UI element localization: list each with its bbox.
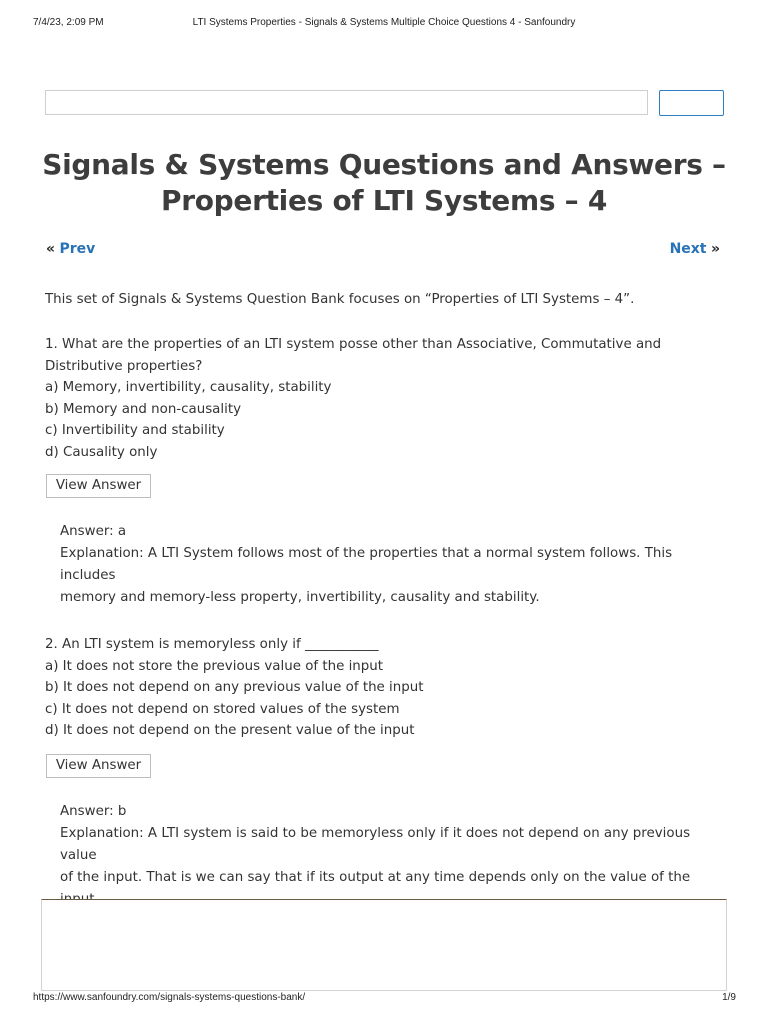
view-answer-button[interactable]: View Answer (46, 474, 151, 498)
next-link-label[interactable]: Next (669, 241, 707, 257)
explanation-text: Explanation: A LTI System follows most of the properties that a normal system follows. This includes (60, 546, 673, 583)
question-text: 2. An LTI system is memoryless only if ___________ (45, 637, 379, 652)
question-text: 1. What are the properties of an LTI system posse other than Associative, Commutative and (45, 337, 662, 352)
question-1 (45, 334, 725, 463)
intro-text: This set of Signals & Systems Question Bank focuses on “Properties of LTI Systems – 4”. (45, 292, 635, 307)
answer-block (60, 521, 725, 609)
print-header (0, 17, 768, 31)
prev-arrow-icon: « (46, 241, 56, 257)
option-c: c) Invertibility and stability (45, 423, 225, 438)
explanation-text: of the input. That is we can say that if its output at any time depends only on the value of the (60, 870, 691, 885)
explanation-text: memory and memory-less property, invertibility, causality and stability. (60, 590, 540, 605)
print-page-number: 1/9 (722, 992, 736, 1003)
search-button[interactable] (659, 90, 724, 116)
question-text: Distributive properties? (45, 358, 203, 374)
option-d: d) It does not depend on the present value of the input (45, 723, 415, 738)
print-footer (0, 992, 768, 1006)
option-d: d) Causality only (45, 444, 158, 460)
page-title (40, 147, 728, 219)
option-b: b) Memory and non-causality (45, 401, 241, 417)
answer-text: Answer: a (60, 524, 127, 539)
option-a: a) Memory, invertibility, causality, stability (45, 380, 332, 395)
prev-link-label[interactable]: Prev (59, 241, 96, 257)
answer-text: Answer: b (60, 804, 127, 819)
print-page-title: LTI Systems Properties - Signals & Systems Multiple Choice Questions 4 - Sanfoundry (192, 17, 576, 28)
search-input[interactable] (45, 90, 648, 115)
page-title-line2: Properties of LTI Systems – 4 (160, 184, 607, 217)
option-a: a) It does not store the previous value of the input (45, 658, 384, 674)
view-answer-button[interactable]: View Answer (46, 754, 151, 778)
next-arrow-icon: » (710, 241, 720, 257)
print-datetime: 7/4/23, 2:09 PM (33, 17, 104, 28)
page-title-line1: Signals & Systems Questions and Answers – (42, 148, 726, 181)
option-b: b) It does not depend on any previous value of the input (45, 680, 424, 695)
next-link[interactable] (670, 241, 720, 257)
print-url: https://www.sanfoundry.com/signals-systems-questions-bank/ (33, 992, 306, 1003)
question-2 (45, 634, 725, 742)
ad-placeholder (41, 899, 727, 991)
explanation-text: Explanation: A LTI system is said to be memoryless only if it does not depend on any previous value (60, 826, 691, 863)
prev-link[interactable] (46, 241, 95, 257)
option-c: c) It does not depend on stored values of the system (45, 701, 400, 717)
